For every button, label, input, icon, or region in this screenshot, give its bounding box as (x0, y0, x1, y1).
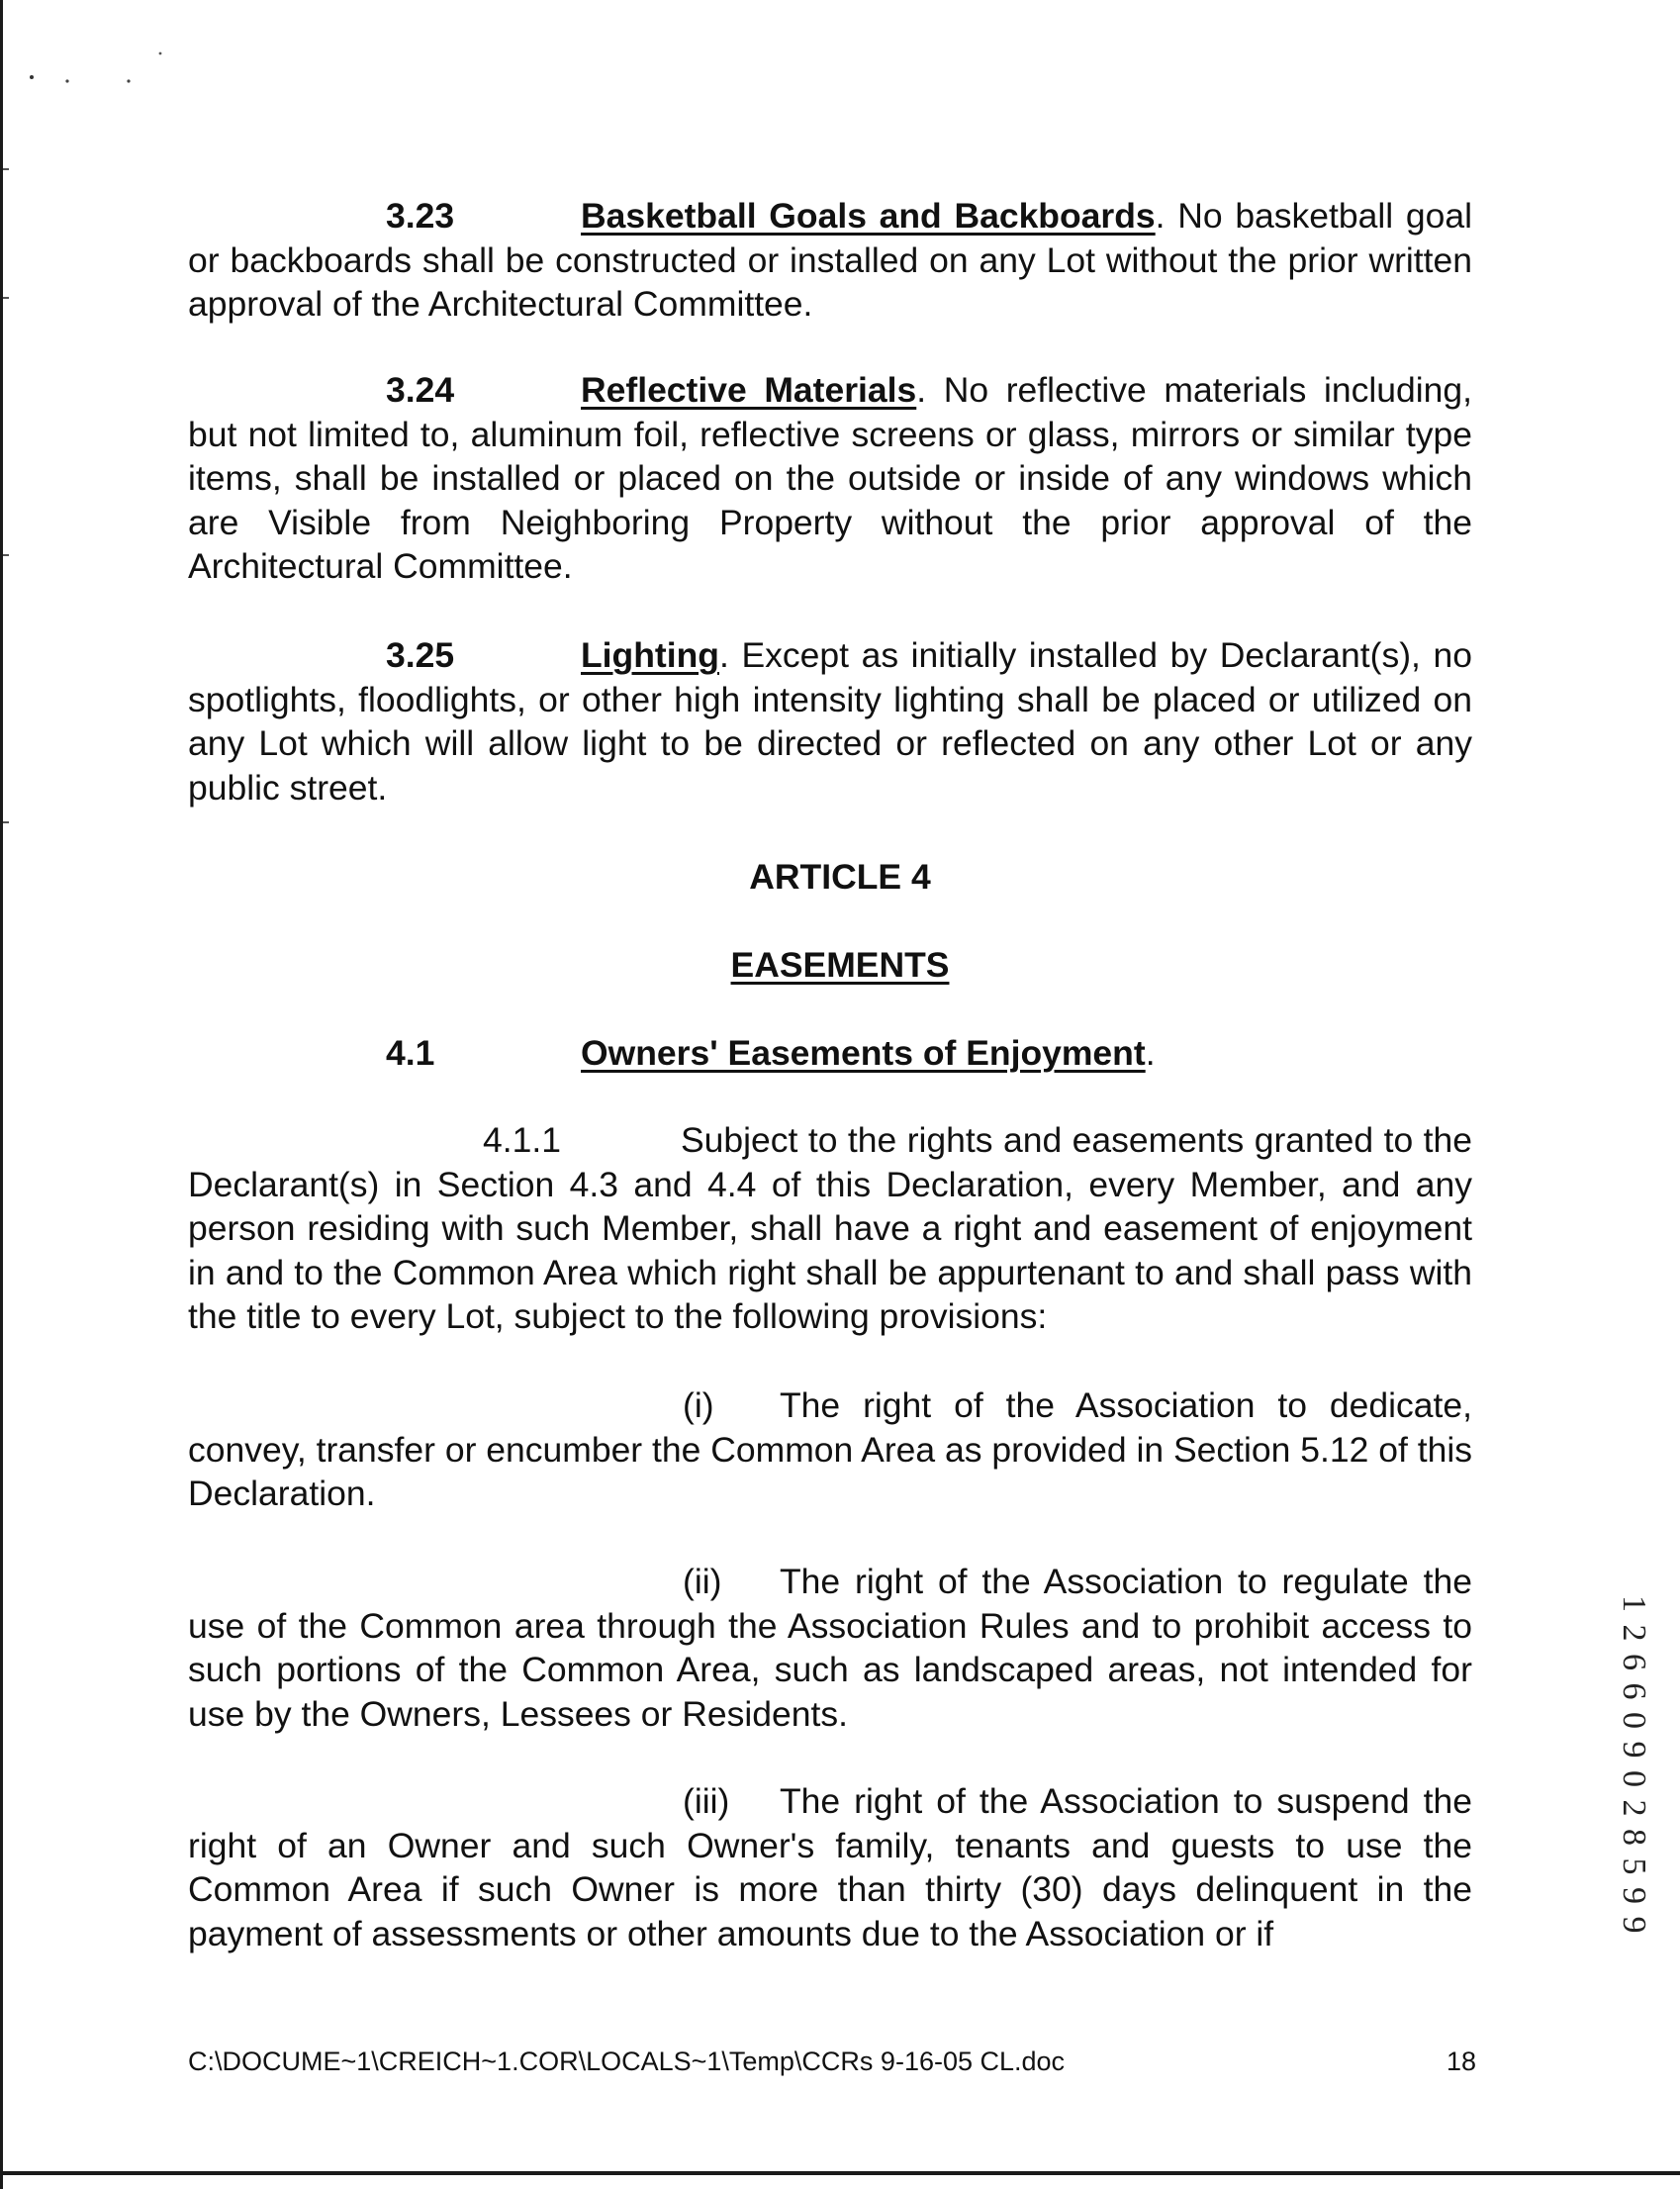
section-number: 3.25 (386, 635, 455, 675)
section-3-23: 3.23 Basketball Goals and Backboards. No basketball goal or backboards shall be constructed or installed on any Lot without the prior written approval of the Architectural Committee. (188, 196, 1472, 324)
provision-number: (iii) (683, 1781, 730, 1821)
section-title: Basketball Goals and Backboards (581, 196, 1156, 236)
document-stamp (1615, 1595, 1654, 1936)
provision-text: The right of the Association to dedicate, convey, transfer or encumber the Common Area as provided in Section 5.12 of this Declaration. (188, 1385, 1472, 1513)
edge-tick (3, 821, 9, 823)
subsection-number: 4.1.1 (483, 1120, 561, 1160)
edge-tick (3, 297, 9, 299)
stamp-text: 1 2 6 6 0 9 0 2 8 5 9 9 (1616, 1595, 1652, 1936)
article-title-text: EASEMENTS (730, 945, 950, 985)
edge-tick (3, 554, 9, 556)
page-number: 18 (1447, 2046, 1477, 2076)
page-left-edge (0, 0, 3, 2189)
edge-tick (3, 168, 9, 170)
page-bottom-edge (0, 2171, 1680, 2175)
section-4-1: 4.1 Owners' Easements of Enjoyment. (188, 1031, 1472, 1076)
provision-number: (i) (683, 1385, 714, 1425)
section-number: 3.23 (386, 196, 455, 236)
scan-specks (28, 48, 186, 97)
provision-number: (ii) (683, 1562, 722, 1601)
section-text: No basketball goal or backboards shall be constructed or installed on any Lot without the prior written approval of the Architectural Committee. (188, 196, 1472, 324)
section-text: No reflective materials including, but not limited to, aluminum foil, reflective screens or glass, mirrors or similar type items, shall be installed or placed on the outside or inside of any windows which are Visible from Neighboring Property without the prior approval of the Architectural Committee. (188, 370, 1472, 586)
article-heading: ARTICLE 4 (749, 857, 931, 897)
provision-text: The right of the Association to regulate the use of the Common area through the Association Rules and to prohibit access to such portions of the Common Area, such as landscaped areas, not intended for use by the Owners, Lessees or Residents. (188, 1562, 1472, 1734)
section-text: Except as initially installed by Declarant(s), no spotlights, floodlights, or other high intensity lighting shall be placed or utilized on any Lot which will allow light to be directed or reflected on any other Lot or any public street. (188, 635, 1472, 808)
section-title: Owners' Easements of Enjoyment (581, 1033, 1146, 1073)
section-3-25: 3.25 Lighting. Except as initially installed by Declarant(s), no spotlights, floodlights, or other high intensity lighting shall be placed or utilized on any Lot which will allow light to be directed or reflected on any other Lot or any public street. (188, 635, 1472, 808)
provision-i (188, 1383, 1472, 1516)
article-title (0, 943, 1680, 987)
section-title: Lighting (581, 635, 719, 675)
section-title: Reflective Materials (581, 370, 917, 410)
section-number: 3.24 (386, 370, 455, 410)
section-3-24: 3.24 Reflective Materials. No reflective materials including, but not limited to, aluminum foil, reflective screens or glass, mirrors or similar type items, shall be installed or placed on the outside or inside of any windows which are Visible from Neighboring Property without the prior approval of the Architectural Committee. (188, 370, 1472, 586)
footer-file-path: C:\DOCUME~1\CREICH~1.COR\LOCALS~1\Temp\CCRs 9-16-05 CL.doc (188, 2046, 1066, 2076)
provision-text: The right of the Association to suspend the right of an Owner and such Owner's family, tenants and guests to use the Common Area if such Owner is more than thirty (30) days delinquent in the payment of assessments or other amounts due to the Association or if (188, 1781, 1472, 1953)
subsection-4-1-1 (188, 1118, 1472, 1339)
subsection-text: Subject to the rights and easements granted to the Declarant(s) in Section 4.3 and 4.4 of this Declaration, every Member, and any person residing with such Member, shall have a right and easement of enjoyment in and to the Common Area which right shall be appurtenant to and shall pass with the title to every Lot, subject to the following provisions: (188, 1120, 1472, 1336)
section-number: 4.1 (386, 1033, 435, 1073)
provision-iii (188, 1779, 1472, 1955)
provision-ii (188, 1560, 1472, 1736)
